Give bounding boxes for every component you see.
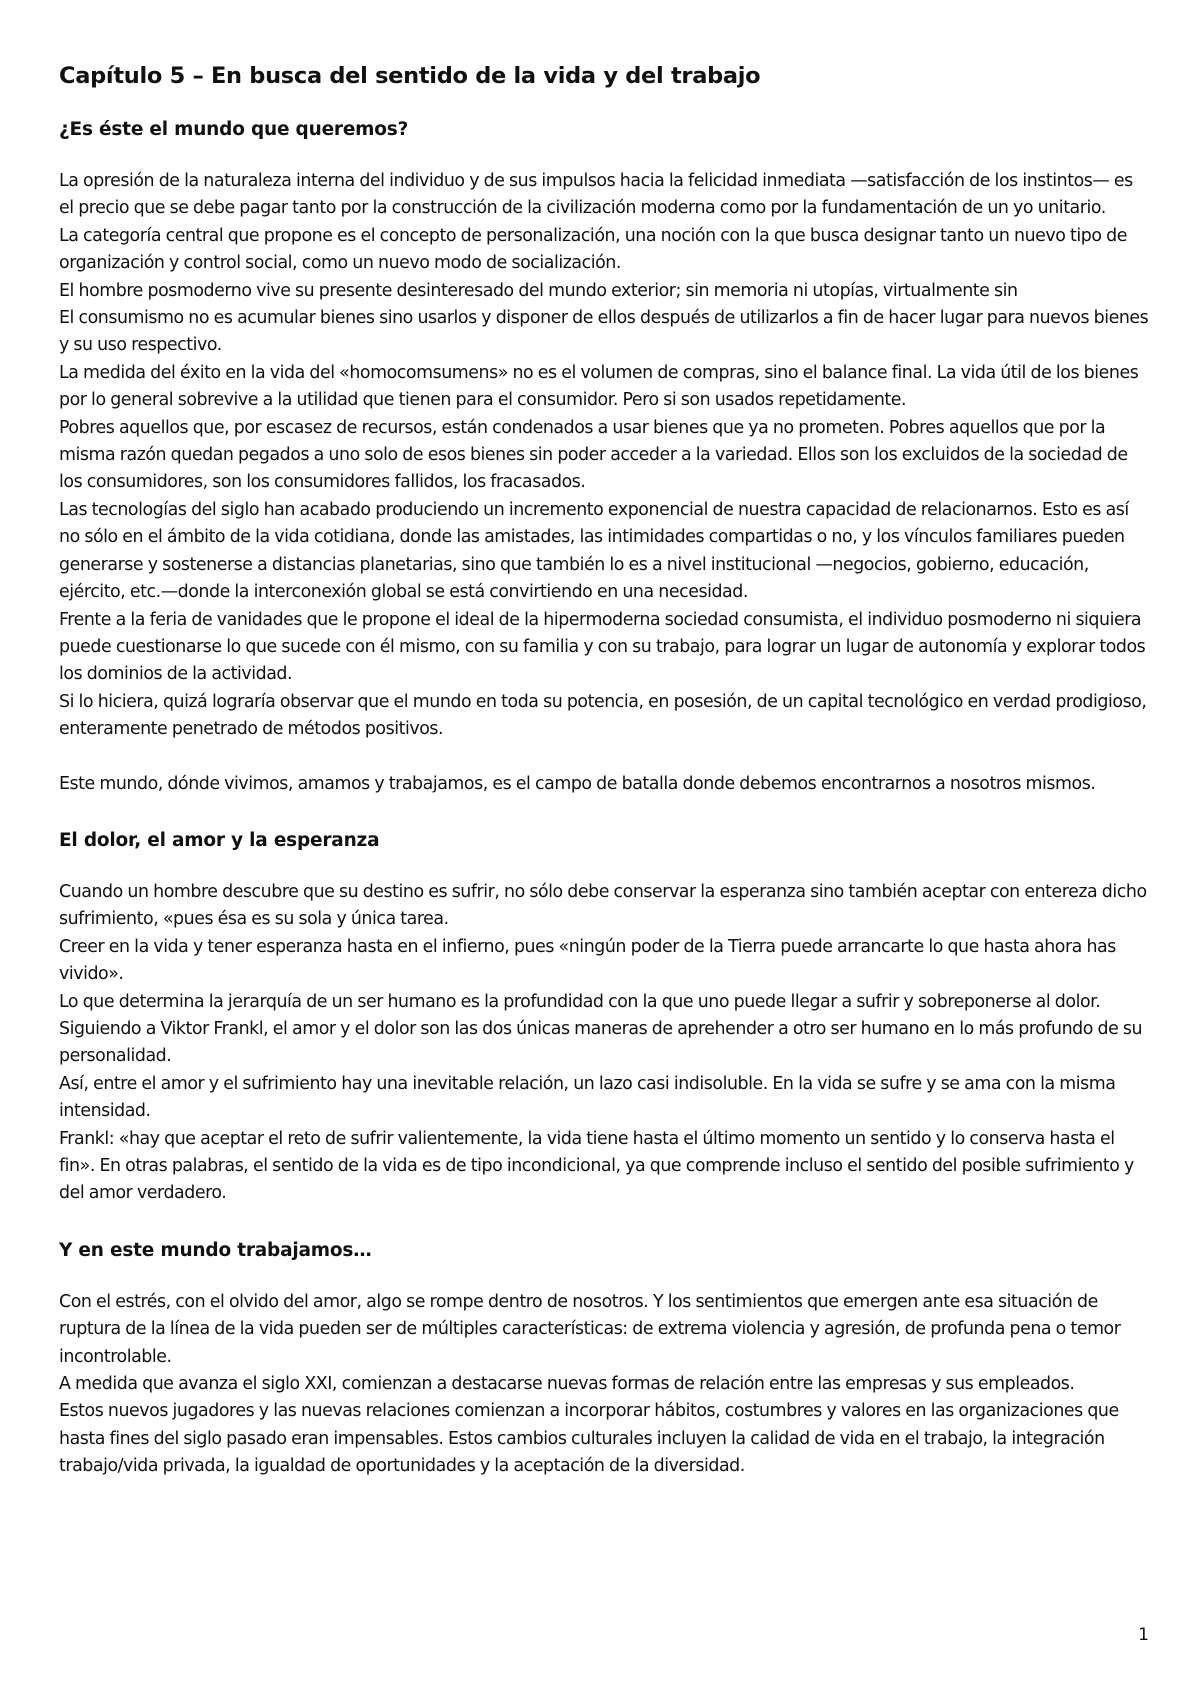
paragraph: A medida que avanza el siglo XXI, comienzan a destacarse nuevas formas de relación entre las empresas y sus empleados. xyxy=(59,1374,1075,1395)
spacer xyxy=(59,1208,1151,1237)
paragraph: El hombre posmoderno vive su presente desinteresado del mundo exterior; sin memoria ni utopías, virtualmente sin xyxy=(59,280,1018,301)
paragraph: Pobres aquellos que, por escasez de recursos, están condenados a usar bienes que ya no prometen. Pobres aquellos que por la misma razón quedan pegados a uno solo de esos bienes sin poder acceder a la variedad. Ellos son los excluidos de la sociedad de los consumidores, son los consumidores fallidos, los fracasados. xyxy=(59,417,1128,493)
spacer xyxy=(59,798,1151,827)
spacer xyxy=(59,854,1151,879)
paragraph: Estos nuevos jugadores y las nuevas relaciones comienzan a incorporar hábitos, costumbres y valores en las organizaciones que hasta fines del siglo pasado eran impensables. Estos cambios culturales incluyen la calidad de vida en el trabajo, la integración trabajo/vida privada, la igualdad de oportunidades y la aceptación de la diversidad. xyxy=(59,1401,1119,1477)
spacer xyxy=(59,143,1151,168)
spacer xyxy=(59,1264,1151,1289)
paragraph: Frente a la feria de vanidades que le propone el ideal de la hipermoderna sociedad consumista, el individuo posmoderno ni siquiera puede cuestionarse lo que sucede con él mismo, con su familia y con su trabajo, para lograr un lugar de autonomía y explorar todos los dominios de la actividad. xyxy=(59,609,1146,685)
section-heading-mundo: ¿Es éste el mundo que queremos? xyxy=(59,119,409,140)
spacer xyxy=(59,744,1151,771)
page-number: 1 xyxy=(1138,1625,1149,1645)
page-content xyxy=(59,60,1151,1481)
section-heading-dolor: El dolor, el amor y la esperanza xyxy=(59,829,380,851)
paragraph: La opresión de la naturaleza interna del individuo y de sus impulsos hacia la felicidad inmediata —satisfacción de los instintos— es el precio que se debe pagar tanto por la construcción de la civilización moderna como por la fundamentación de un yo unitario. xyxy=(59,171,1133,219)
paragraph: Cuando un hombre descubre que su destino es sufrir, no sólo debe conservar la esperanza sino también aceptar con entereza dicho sufrimiento, «pues ésa es su sola y única tarea. xyxy=(59,881,1147,930)
paragraph: Con el estrés, con el olvido del amor, algo se rompe dentro de nosotros. Y los sentimientos que emergen ante esa situación de ruptura de la línea de la vida pueden ser de múltiples características: de extrema violencia y agresión, de profunda pena o temor incontrolable. xyxy=(59,1291,1121,1367)
chapter-title: Capítulo 5 – En busca del sentido de la vida y del trabajo xyxy=(59,63,761,89)
paragraph: Este mundo, dónde vivimos, amamos y trabajamos, es el campo de batalla donde debemos encontrarnos a nosotros mismos. xyxy=(59,773,1096,794)
paragraph: Así, entre el amor y el sufrimiento hay una inevitable relación, un lazo casi indisoluble. En la vida se sufre y se ama con la misma intensidad. xyxy=(59,1073,1116,1122)
section-heading-trabajamos: Y en este mundo trabajamos… xyxy=(59,1239,372,1261)
paragraph: Siguiendo a Viktor Frankl, el amor y el dolor son las dos únicas maneras de aprehender a otro ser humano en lo más profundo de su personalidad. xyxy=(59,1018,1143,1067)
paragraph: Lo que determina la jerarquía de un ser humano es la profundidad con la que uno puede llegar a sufrir y sobreponerse al dolor. xyxy=(59,991,1101,1012)
paragraph: Frankl: «hay que aceptar el reto de sufrir valientemente, la vida tiene hasta el último momento un sentido y lo conserva hasta el fin». En otras palabras, el sentido de la vida es de tipo incondicional, ya que comprende incluso el sentido del posible sufrimiento y del amor verdadero. xyxy=(59,1128,1134,1204)
paragraph: Las tecnologías del siglo han acabado produciendo un incremento exponencial de nuestra capacidad de relacionarnos. Esto es así no sólo en el ámbito de la vida cotidiana, donde las amistades, las intimidades compartidas o no, y los vínculos familiares pueden generarse y sostenerse a distancias planetarias, sino que también lo es a nivel institucional —negocios, gobierno, educación, ejército, etc.—donde la interconexión global se está convirtiendo en una necesidad. xyxy=(59,499,1129,603)
paragraph: La medida del éxito en la vida del «homocomsumens» no es el volumen de compras, sino el balance final. La vida útil de los bienes por lo general sobrevive a la utilidad que tienen para el consumidor. Pero si son usados repetidamente. xyxy=(59,362,1139,411)
paragraph: Si lo hiciera, quizá lograría observar que el mundo en toda su potencia, en posesión, de un capital tecnológico en verdad prodigioso, enteramente penetrado de métodos positivos. xyxy=(59,691,1147,740)
paragraph: Creer en la vida y tener esperanza hasta en el infierno, pues «ningún poder de la Tierra puede arrancarte lo que hasta ahora has vivido». xyxy=(59,936,1116,985)
paragraph: El consumismo no es acumular bienes sino usarlos y disponer de ellos después de utilizarlos a fin de hacer lugar para nuevos bienes y su uso respectivo. xyxy=(59,308,1149,356)
paragraph: La categoría central que propone es el concepto de personalización, una noción con la que busca designar tanto un nuevo tipo de organización y control social, como un nuevo modo de socialización. xyxy=(59,225,1127,274)
